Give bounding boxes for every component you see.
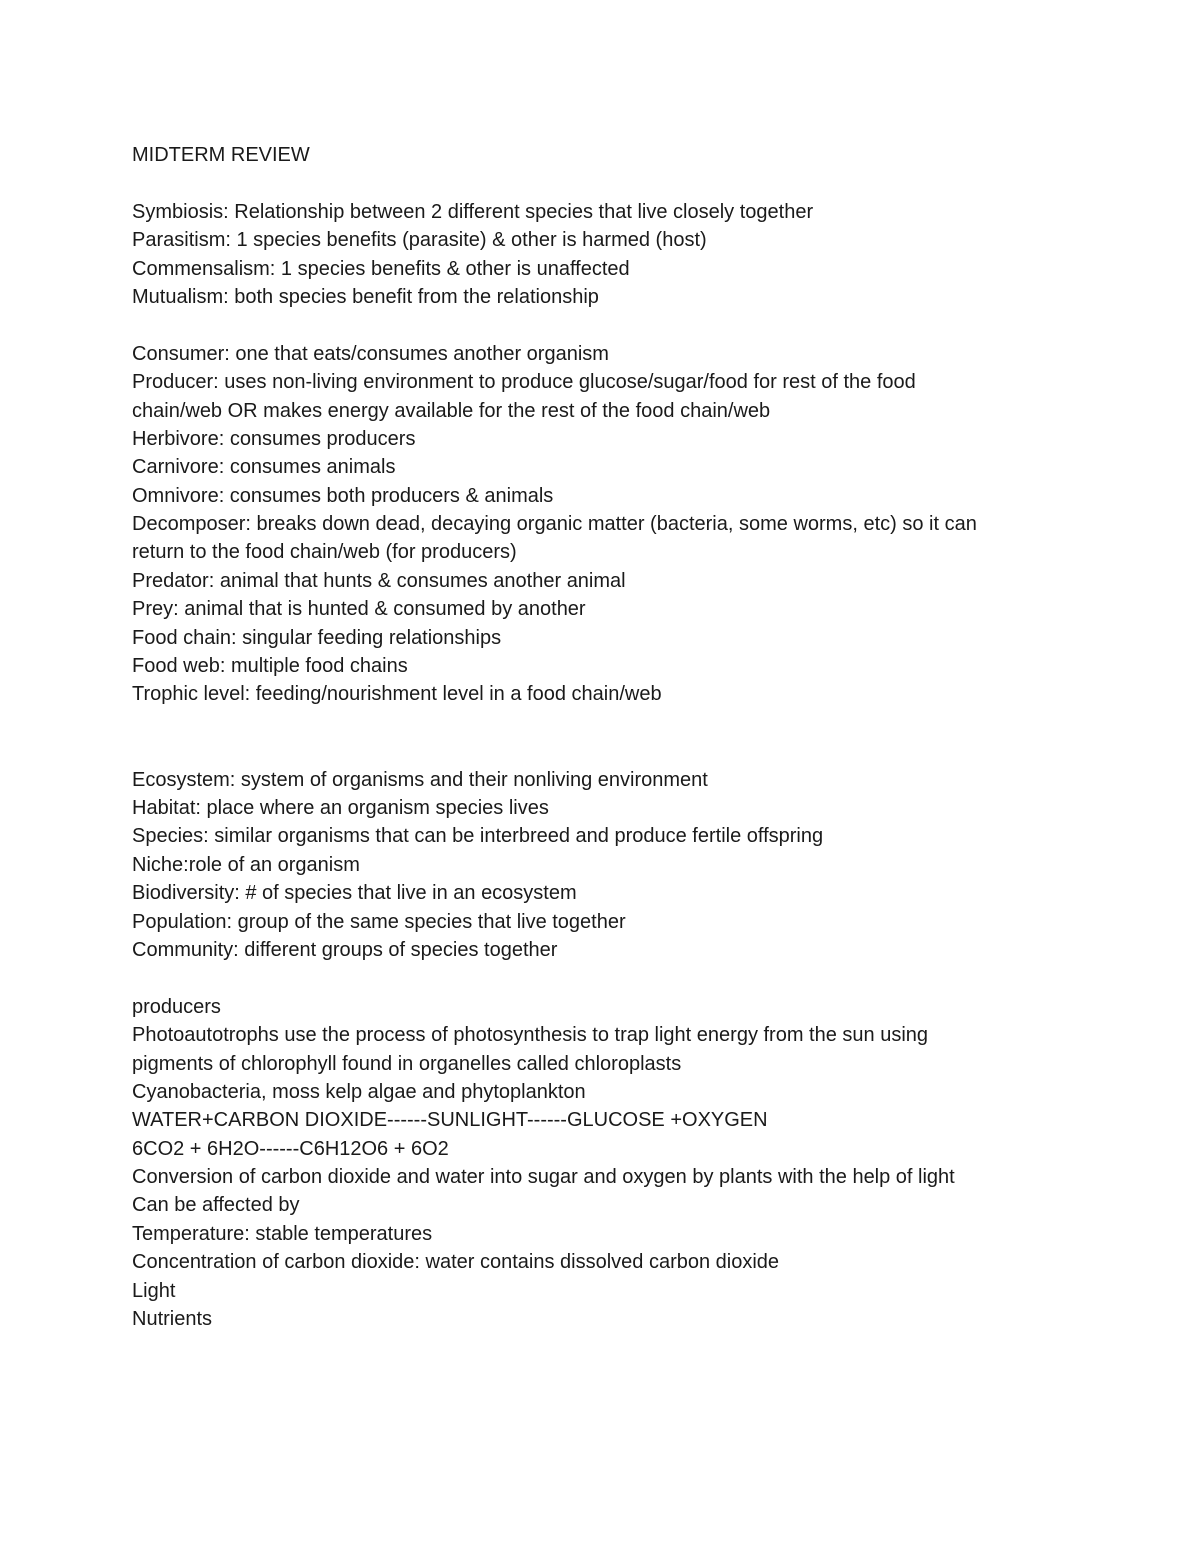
text-line: Conversion of carbon dioxide and water into sugar and oxygen by plants with the help of light [132, 1166, 955, 1189]
text-line: Light [132, 1279, 176, 1302]
text-line: WATER+CARBON DIOXIDE------SUNLIGHT------GLUCOSE +OXYGEN [132, 1109, 768, 1132]
text-line: Producer: uses non-living environment to produce glucose/sugar/food for rest of the food [132, 371, 916, 394]
text-line: Mutualism: both species benefit from the relationship [132, 285, 599, 308]
section-ecosystem [132, 766, 1132, 965]
spacer [132, 311, 1132, 339]
document-body [132, 141, 1132, 1333]
spacer [132, 964, 1132, 992]
text-line: Decomposer: breaks down dead, decaying organic matter (bacteria, some worms, etc) so it can [132, 513, 977, 536]
text-line: Prey: animal that is hunted & consumed by another [132, 598, 586, 621]
section-producers [132, 993, 1132, 1334]
text-line: Trophic level: feeding/nourishment level in a food chain/web [132, 683, 662, 706]
text-line: producers [132, 995, 221, 1018]
text-line: Food chain: singular feeding relationships [132, 626, 502, 649]
section-food-chain [132, 340, 1132, 709]
text-line: Habitat: place where an organism species lives [132, 797, 549, 819]
text-line: Symbiosis: Relationship between 2 different species that live closely together [132, 200, 814, 223]
text-line: Carnivore: consumes animals [132, 456, 396, 479]
text-line: Commensalism: 1 species benefits & other is unaffected [132, 257, 630, 280]
text-line: Consumer: one that eats/consumes another organism [132, 342, 609, 365]
text-line: return to the food chain/web (for producers) [132, 541, 517, 564]
text-line: chain/web OR makes energy available for the rest of the food chain/web [132, 399, 771, 422]
document-title: MIDTERM REVIEW [132, 144, 310, 166]
text-line: Can be affected by [132, 1194, 300, 1217]
text-line: pigments of chlorophyll found in organelles called chloroplasts [132, 1052, 682, 1075]
text-line: Temperature: stable temperatures [132, 1222, 433, 1245]
text-line: Herbivore: consumes producers [132, 427, 416, 450]
text-line: Community: different groups of species together [132, 938, 558, 961]
section-symbiosis [132, 198, 1132, 312]
text-line: Predator: animal that hunts & consumes another animal [132, 569, 626, 592]
text-line: Photoautotrophs use the process of photosynthesis to trap light energy from the sun using [132, 1024, 929, 1047]
text-line: Cyanobacteria, moss kelp algae and phytoplankton [132, 1080, 586, 1103]
text-line: Biodiversity: # of species that live in an ecosystem [132, 882, 577, 905]
text-line: Nutrients [132, 1308, 213, 1331]
text-line: Niche:role of an organism [132, 853, 360, 876]
text-line: Species: similar organisms that can be interbreed and produce fertile offspring [132, 825, 824, 848]
text-line: Population: group of the same species that live together [132, 910, 626, 933]
text-line: Ecosystem: system of organisms and their nonliving environment [132, 768, 708, 791]
text-line: Concentration of carbon dioxide: water contains dissolved carbon dioxide [132, 1251, 780, 1274]
text-line: 6CO2 + 6H2O------C6H12O6 + 6O2 [132, 1137, 449, 1160]
text-line: Food web: multiple food chains [132, 655, 408, 678]
spacer [132, 709, 1132, 766]
text-line: Omnivore: consumes both producers & animals [132, 484, 554, 507]
text-line: Parasitism: 1 species benefits (parasite) & other is harmed (host) [132, 229, 707, 252]
spacer [132, 169, 1132, 197]
